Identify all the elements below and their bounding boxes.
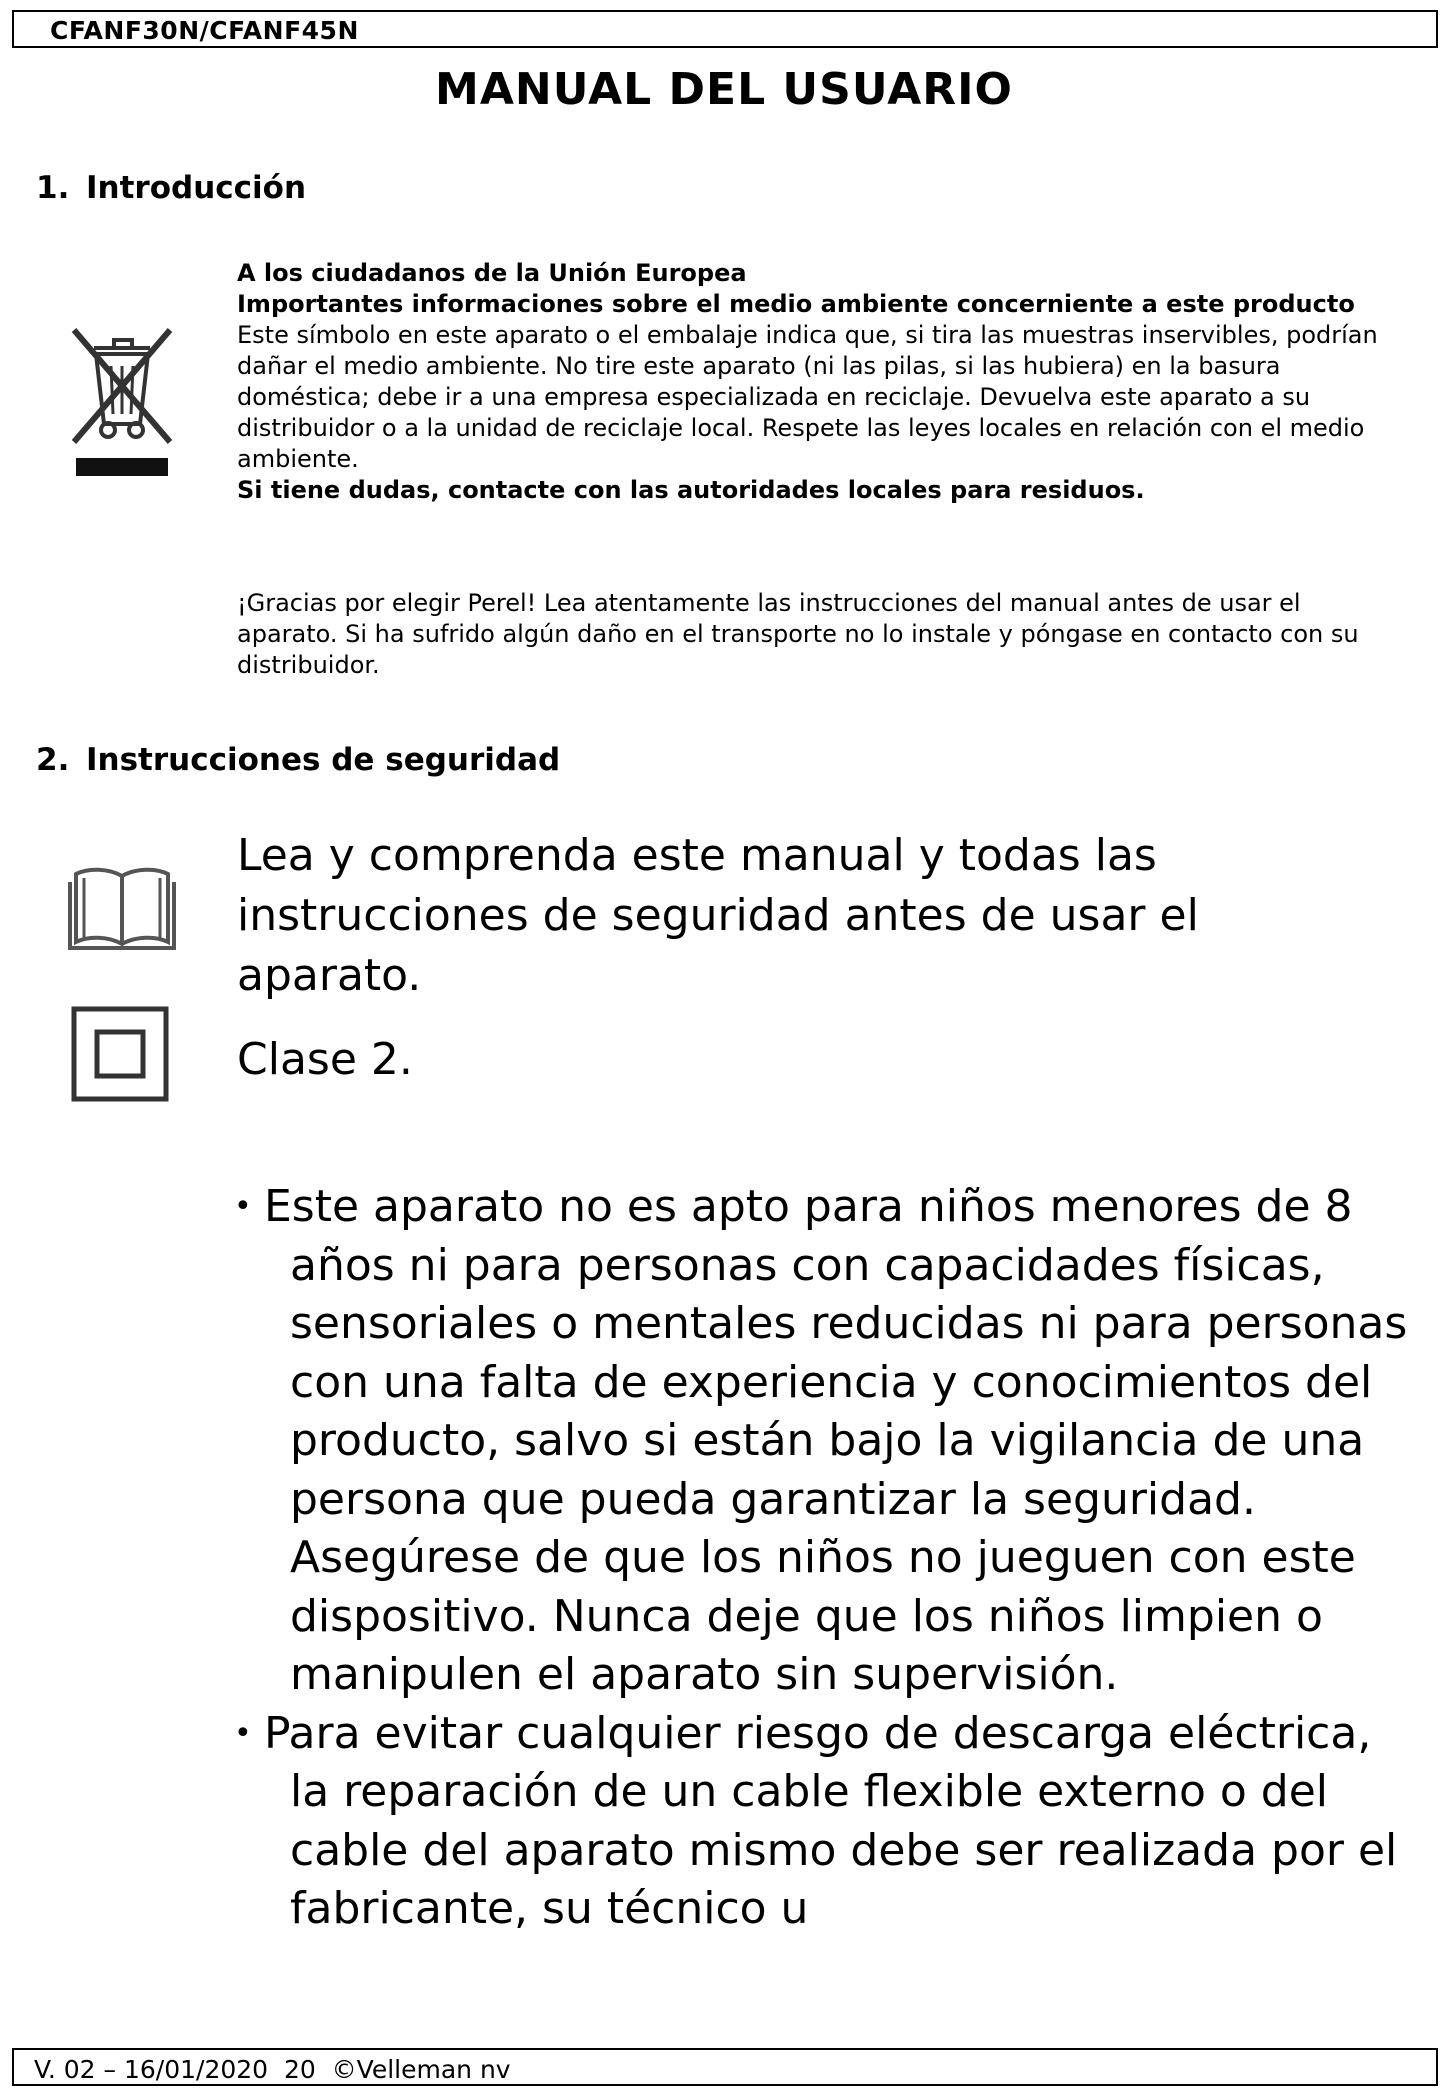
eu-disposal-notice [237, 258, 1397, 506]
class-2-text: Clase 2. [237, 1034, 413, 1085]
weee-crossed-bin-icon [66, 322, 178, 480]
environment-title: Importantes informaciones sobre el medio ambiente concerniente a este producto [237, 290, 1355, 318]
footer-text: V. 02 – 16/01/2020 20 ©Velleman nv [34, 2055, 511, 2084]
section-1-number: 1. [36, 170, 70, 206]
eu-citizens-title: A los ciudadanos de la Unión Europea [237, 259, 747, 287]
section-2-heading [36, 742, 560, 778]
page-footer [12, 2048, 1438, 2086]
section-2-title: Instrucciones de seguridad [86, 742, 561, 778]
section-1-heading [36, 170, 306, 206]
section-2-number: 2. [36, 742, 70, 778]
read-manual-text: Lea y comprenda este manual y todas las instrucciones de seguridad antes de usar el aparato. [237, 830, 1199, 1001]
page-title: MANUAL DEL USUARIO [435, 64, 1013, 115]
section-1-title: Introducción [86, 170, 307, 206]
model-number: CFANF30N/CFANF45N [50, 16, 359, 45]
bullet-icon: • [234, 1715, 252, 1751]
environment-text: Este símbolo en este aparato o el embalaje indica que, si tira las muestras inservibles, podrían dañar el medio ambiente. No tire este aparato (ni las pilas, si las hubiera) en la basura doméstica; debe ir a una empresa especializada en reciclaje. Devuelva este aparato a su distribuidor o a la unidad de reciclaje local. Respete las leyes locales en relación con el medio ambiente. [237, 321, 1378, 473]
bullet-text: Este aparato no es apto para niños menores de 8 años ni para personas con capacidades físicas, sensoriales o mentales reducidas ni para personas con una falta de experiencia y conocimientos del producto, salvo si están bajo la vigilancia de una persona que pueda garantizar la seguridad. Asegúrese de que los niños no jueguen con este dispositivo. Nunca deje que los niños limpien o manipulen el aparato sin supervisión. [264, 1181, 1408, 1700]
bullet-icon: • [234, 1189, 252, 1224]
page-header [12, 10, 1438, 48]
list-item [234, 1178, 1414, 1705]
thanks-paragraph: ¡Gracias por elegir Perel! Lea atentamente las instrucciones del manual antes de usar el aparato. Si ha sufrido algún daño en el transporte no lo instale y póngase en contacto con su distribuidor. [237, 589, 1359, 679]
safety-bullet-list [234, 1178, 1414, 1939]
class-2-double-insulation-icon [70, 1005, 170, 1103]
read-manual-book-icon [66, 862, 178, 952]
list-item [234, 1705, 1414, 1939]
environment-doubts: Si tiene dudas, contacte con las autoridades locales para residuos. [237, 476, 1145, 504]
bullet-text: Para evitar cualquier riesgo de descarga eléctrica, la reparación de un cable flexible externo o del cable del aparato mismo debe ser realizada por el fabricante, su técnico u [264, 1707, 1398, 1934]
